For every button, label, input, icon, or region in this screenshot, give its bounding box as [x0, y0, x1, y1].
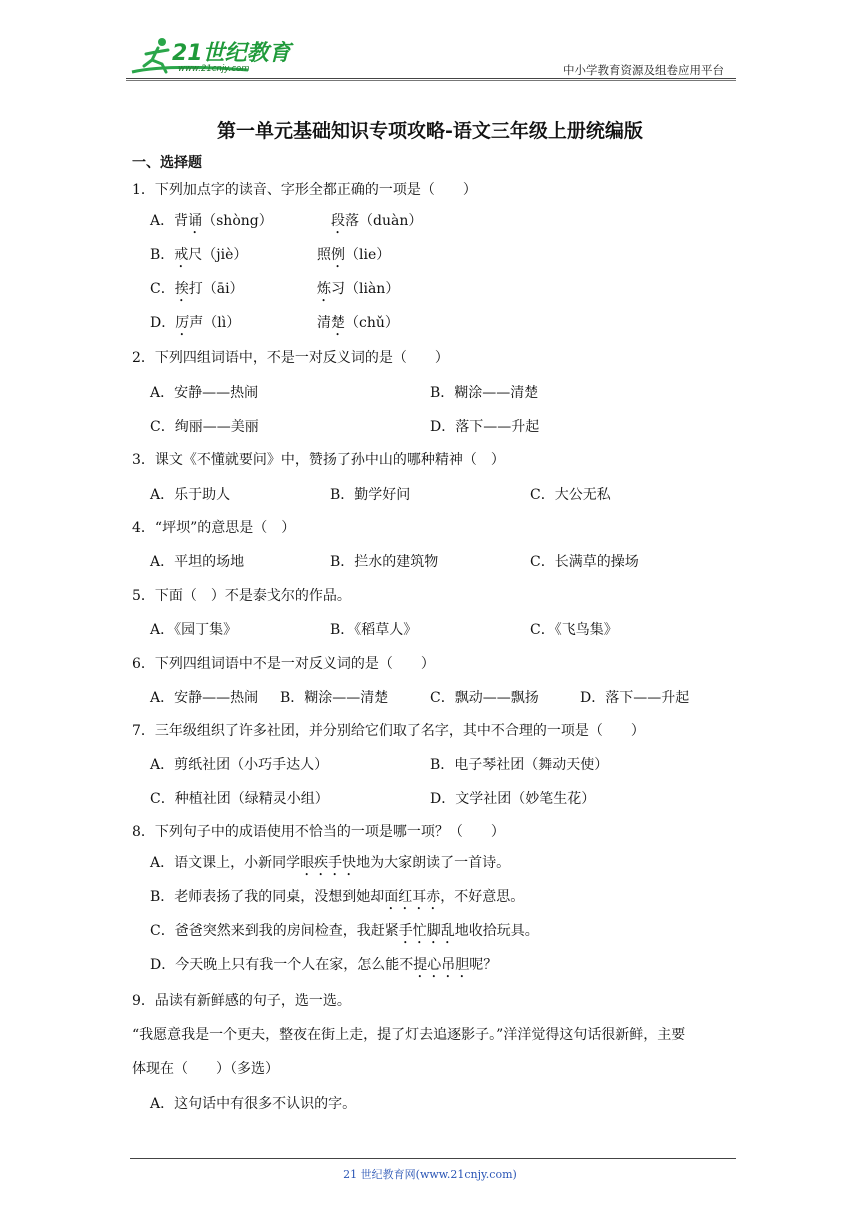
q1-option-d-second: 清楚（chǔ） — [317, 315, 399, 331]
q9-passage-line-1: “我愿意我是一个更夫，整夜在街上走，提了灯去追逐影子。”洋洋觉得这句话很新鲜，主要 — [132, 1027, 686, 1043]
footer-text[interactable]: 21 世纪教育网(www.21cnjy.com) — [343, 1168, 517, 1181]
q5-option-c: C．《飞鸟集》 — [530, 622, 618, 638]
question-6-stem: 6．下列四组词语中不是一对反义词的是（ ） — [132, 656, 435, 672]
q6-option-a: A．安静——热闹 — [150, 690, 259, 706]
q8-option-c: C．爸爸突然来到我的房间检查，我赶紧手忙脚乱地收拾玩具。 — [150, 923, 539, 939]
question-1-stem: 1．下列加点字的读音、字形全都正确的一项是（ ） — [132, 182, 477, 198]
q3-option-c: C．大公无私 — [530, 487, 611, 503]
q1-option-c: C．挨打（āi） — [150, 281, 244, 297]
section-heading: 一、选择题 — [132, 155, 202, 171]
q4-option-a: A．平坦的场地 — [150, 554, 245, 570]
header-divider-thin — [126, 80, 736, 81]
q5-option-a: A．《园丁集》 — [150, 622, 238, 638]
q7-option-a: A．剪纸社团（小巧手达人） — [150, 757, 329, 773]
question-4-stem: 4．“坪坝”的意思是（ ） — [132, 520, 296, 536]
q6-option-d: D．落下——升起 — [580, 690, 690, 706]
question-5-stem: 5．下面（ ）不是泰戈尔的作品。 — [132, 588, 351, 604]
question-2-stem: 2．下列四组词语中，不是一对反义词的是（ ） — [132, 350, 449, 366]
question-3-stem: 3．课文《不懂就要问》中，赞扬了孙中山的哪种精神（ ） — [132, 452, 505, 468]
question-9-stem: 9．品读有新鲜感的句子，选一选。 — [132, 993, 351, 1009]
q5-option-b: B．《稻草人》 — [330, 622, 418, 638]
q7-option-c: C．种植社团（绿精灵小组） — [150, 791, 329, 807]
question-7-stem: 7．三年级组织了许多社团，并分别给它们取了名字，其中不合理的一项是（ ） — [132, 723, 645, 739]
header-divider — [126, 78, 736, 79]
q2-option-b: B．糊涂——清楚 — [430, 385, 539, 401]
q2-option-d: D．落下——升起 — [430, 419, 540, 435]
page-title: 第一单元基础知识专项攻略-语文三年级上册统编版 — [217, 120, 643, 142]
q1-option-b-second: 照例（lie） — [317, 247, 391, 263]
q6-option-b: B．糊涂——清楚 — [280, 690, 389, 706]
q9-option-a: A．这句话中有很多不认识的字。 — [150, 1096, 357, 1112]
q8-option-a: A．语文课上，小新同学眼疾手快地为大家朗读了一首诗。 — [150, 855, 511, 871]
q2-option-c: C．绚丽——美丽 — [150, 419, 259, 435]
q1-option-d: D．厉声（lì） — [150, 315, 241, 331]
q4-option-c: C．长满草的操场 — [530, 554, 639, 570]
q1-option-a: A．背诵（shòng） — [150, 213, 273, 229]
q9-passage-line-2: 体现在（ ）（多选） — [132, 1061, 279, 1077]
q3-option-b: B．勤学好问 — [330, 487, 411, 503]
logo-text: 21世纪教育 — [172, 41, 291, 66]
q1-option-c-second: 炼习（liàn） — [317, 281, 400, 297]
q3-option-a: A．乐于助人 — [150, 487, 231, 503]
q2-option-a: A．安静——热闹 — [150, 385, 259, 401]
footer-divider — [130, 1158, 736, 1159]
logo-url: www.21cnjy.com — [178, 64, 250, 74]
question-8-stem: 8．下列句子中的成语使用不恰当的一项是哪一项？（ ） — [132, 824, 505, 840]
q4-option-b: B．拦水的建筑物 — [330, 554, 439, 570]
q8-option-b: B．老师表扬了我的同桌，没想到她却面红耳赤，不好意思。 — [150, 889, 525, 905]
q1-option-b: B．戒尺（jiè） — [150, 247, 248, 263]
q1-option-a-second: 段落（duàn） — [331, 213, 423, 229]
header-platform-text: 中小学教育资源及组卷应用平台 — [563, 63, 724, 77]
q6-option-c: C．飘动——飘扬 — [430, 690, 539, 706]
q7-option-b: B．电子琴社团（舞动天使） — [430, 757, 609, 773]
q8-option-d: D．今天晚上只有我一个人在家，怎么能不提心吊胆呢？ — [150, 957, 498, 973]
q7-option-d: D．文学社团（妙笔生花） — [430, 791, 596, 807]
